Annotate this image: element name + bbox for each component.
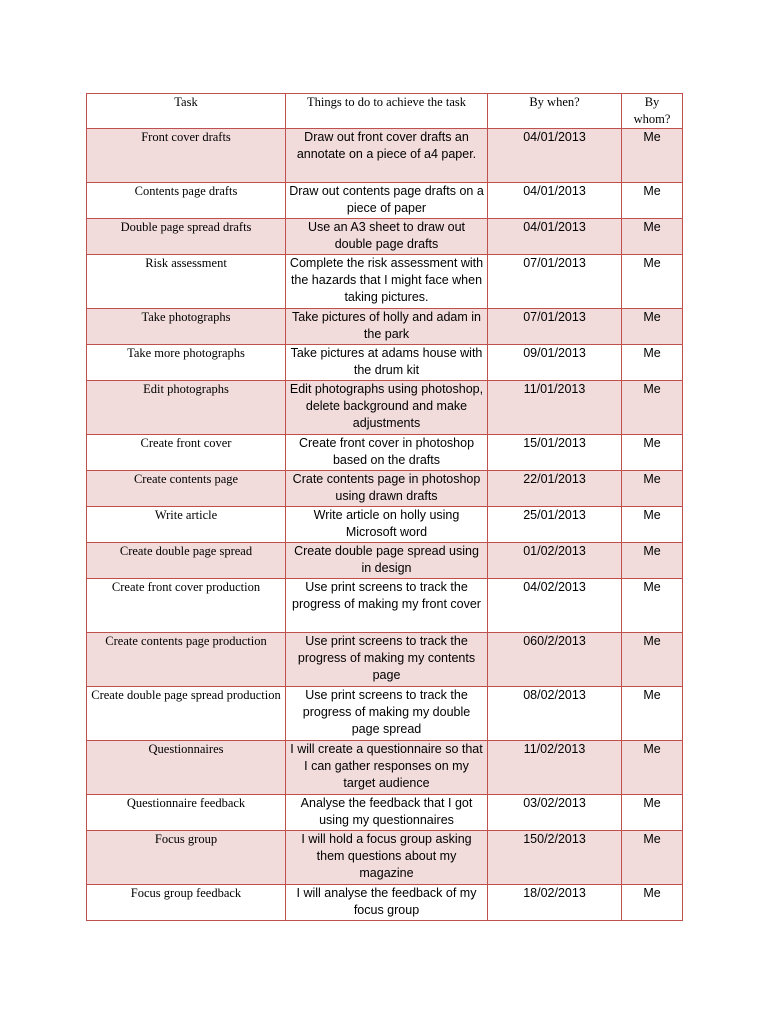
table-row	[87, 633, 683, 687]
cell-by-when: 25/01/2013	[488, 507, 622, 543]
header-by-when: By when?	[488, 94, 622, 129]
cell-by-when: 04/02/2013	[488, 579, 622, 633]
cell-by-when: 11/01/2013	[488, 381, 622, 435]
cell-by-whom: Me	[622, 579, 683, 633]
cell-todo: Analyse the feedback that I got using my questionnaires	[286, 795, 488, 831]
cell-task: Focus group feedback	[87, 885, 286, 921]
header-task: Task	[87, 94, 286, 129]
cell-task: Create front cover	[87, 435, 286, 471]
cell-task: Questionnaires	[87, 741, 286, 795]
table-row	[87, 129, 683, 183]
table-row	[87, 471, 683, 507]
cell-by-when: 11/02/2013	[488, 741, 622, 795]
cell-todo: I will analyse the feedback of my focus group	[286, 885, 488, 921]
cell-by-when: 04/01/2013	[488, 183, 622, 219]
cell-by-when: 22/01/2013	[488, 471, 622, 507]
cell-todo: Edit photographs using photoshop, delete background and make adjustments	[286, 381, 488, 435]
cell-by-whom: Me	[622, 795, 683, 831]
cell-by-when: 01/02/2013	[488, 543, 622, 579]
cell-by-whom: Me	[622, 507, 683, 543]
cell-todo: Use print screens to track the progress of making my front cover	[286, 579, 488, 633]
table-row	[87, 507, 683, 543]
cell-todo: Create double page spread using in design	[286, 543, 488, 579]
cell-by-whom: Me	[622, 687, 683, 741]
table-row	[87, 543, 683, 579]
cell-task: Contents page drafts	[87, 183, 286, 219]
cell-by-whom: Me	[622, 435, 683, 471]
cell-task: Edit photographs	[87, 381, 286, 435]
cell-todo: Take pictures of holly and adam in the park	[286, 309, 488, 345]
table-row	[87, 435, 683, 471]
cell-by-whom: Me	[622, 471, 683, 507]
cell-by-when: 09/01/2013	[488, 345, 622, 381]
cell-by-when: 03/02/2013	[488, 795, 622, 831]
cell-todo: Use an A3 sheet to draw out double page drafts	[286, 219, 488, 255]
cell-task: Front cover drafts	[87, 129, 286, 183]
cell-todo: I will create a questionnaire so that I can gather responses on my target audience	[286, 741, 488, 795]
cell-by-when: 15/01/2013	[488, 435, 622, 471]
cell-task: Take photographs	[87, 309, 286, 345]
cell-by-when: 04/01/2013	[488, 219, 622, 255]
cell-by-when: 18/02/2013	[488, 885, 622, 921]
cell-by-whom: Me	[622, 831, 683, 885]
cell-task: Write article	[87, 507, 286, 543]
table-row	[87, 345, 683, 381]
table-row	[87, 885, 683, 921]
cell-task: Create double page spread	[87, 543, 286, 579]
table-row	[87, 687, 683, 741]
cell-task: Questionnaire feedback	[87, 795, 286, 831]
cell-todo: Draw out contents page drafts on a piece of paper	[286, 183, 488, 219]
table-row	[87, 183, 683, 219]
cell-by-whom: Me	[622, 633, 683, 687]
table-row	[87, 831, 683, 885]
header-todo: Things to do to achieve the task	[286, 94, 488, 129]
table-row	[87, 795, 683, 831]
table-row	[87, 255, 683, 309]
cell-todo: I will hold a focus group asking them questions about my magazine	[286, 831, 488, 885]
cell-by-whom: Me	[622, 741, 683, 795]
table-row	[87, 381, 683, 435]
table-row	[87, 741, 683, 795]
cell-todo: Take pictures at adams house with the drum kit	[286, 345, 488, 381]
production-schedule-table	[86, 93, 683, 921]
cell-by-when: 07/01/2013	[488, 309, 622, 345]
cell-by-whom: Me	[622, 183, 683, 219]
table-header-row	[87, 94, 683, 129]
table-row	[87, 579, 683, 633]
cell-by-whom: Me	[622, 345, 683, 381]
cell-todo: Complete the risk assessment with the hazards that I might face when taking pictures.	[286, 255, 488, 309]
cell-task: Create front cover production	[87, 579, 286, 633]
table-row	[87, 309, 683, 345]
table-row	[87, 219, 683, 255]
cell-todo: Crate contents page in photoshop using drawn drafts	[286, 471, 488, 507]
cell-todo: Create front cover in photoshop based on the drafts	[286, 435, 488, 471]
cell-by-whom: Me	[622, 381, 683, 435]
cell-task: Double page spread drafts	[87, 219, 286, 255]
cell-task: Create double page spread production	[87, 687, 286, 741]
cell-task: Risk assessment	[87, 255, 286, 309]
cell-by-whom: Me	[622, 309, 683, 345]
cell-task: Create contents page	[87, 471, 286, 507]
cell-todo: Draw out front cover drafts an annotate on a piece of a4 paper.	[286, 129, 488, 183]
cell-todo: Write article on holly using Microsoft word	[286, 507, 488, 543]
cell-by-whom: Me	[622, 543, 683, 579]
cell-by-whom: Me	[622, 885, 683, 921]
cell-by-whom: Me	[622, 255, 683, 309]
cell-todo: Use print screens to track the progress of making my contents page	[286, 633, 488, 687]
cell-todo: Use print screens to track the progress of making my double page spread	[286, 687, 488, 741]
cell-by-when: 150/2/2013	[488, 831, 622, 885]
cell-task: Take more photographs	[87, 345, 286, 381]
cell-by-when: 08/02/2013	[488, 687, 622, 741]
cell-by-when: 060/2/2013	[488, 633, 622, 687]
cell-by-whom: Me	[622, 129, 683, 183]
cell-by-whom: Me	[622, 219, 683, 255]
cell-by-when: 07/01/2013	[488, 255, 622, 309]
cell-task: Focus group	[87, 831, 286, 885]
cell-task: Create contents page production	[87, 633, 286, 687]
cell-by-when: 04/01/2013	[488, 129, 622, 183]
header-by-whom: By whom?	[622, 94, 683, 129]
